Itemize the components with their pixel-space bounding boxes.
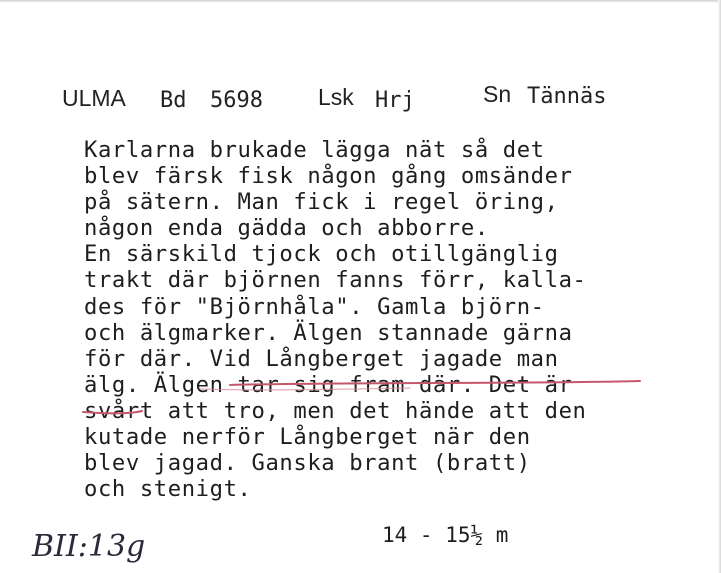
card-header — [0, 0, 721, 130]
handwritten-code — [30, 522, 190, 572]
handwritten-code-text: BII:13g — [32, 529, 146, 564]
text-line: blev jagad. Ganska brant (bratt) — [84, 450, 531, 477]
text-line: och älgmarker. Älgen stannade gärna — [84, 319, 573, 346]
text-line: älg. Älgen tar sig fram där. Det är — [84, 371, 573, 398]
text-line: någon enda gädda och abborre. — [84, 215, 489, 242]
text-line: des för "Björnhåla". Gamla björn- — [84, 293, 545, 320]
lsk-value: Hrj — [375, 88, 415, 113]
lsk-label: Lsk — [318, 84, 354, 110]
text-line: En särskild tjock och otillgänglig — [84, 241, 559, 268]
bd-label: Bd — [160, 88, 187, 113]
text-line: svårt att tro, men det hände att den — [84, 397, 587, 424]
card-body-text — [84, 137, 694, 502]
text-line: Karlarna brukade lägga nät så det — [84, 137, 545, 163]
text-line: blev färsk fisk någon gång omsänder — [84, 163, 573, 190]
archive-name: ULMA — [62, 85, 126, 111]
text-line: för där. Vid Långberget jagade man — [84, 345, 559, 372]
text-line: kutade nerför Långberget när den — [84, 424, 531, 451]
sn-label: Sn — [483, 81, 512, 107]
text-line: och stenigt. — [84, 476, 252, 503]
bd-number: 5698 — [210, 88, 263, 113]
text-line: på sätern. Man fick i regel öring, — [84, 189, 559, 216]
sn-value: Tännäs — [527, 84, 607, 109]
range-value: 14 - 15½ m — [382, 523, 509, 547]
text-line: trakt där björnen fanns förr, kalla- — [84, 267, 587, 294]
